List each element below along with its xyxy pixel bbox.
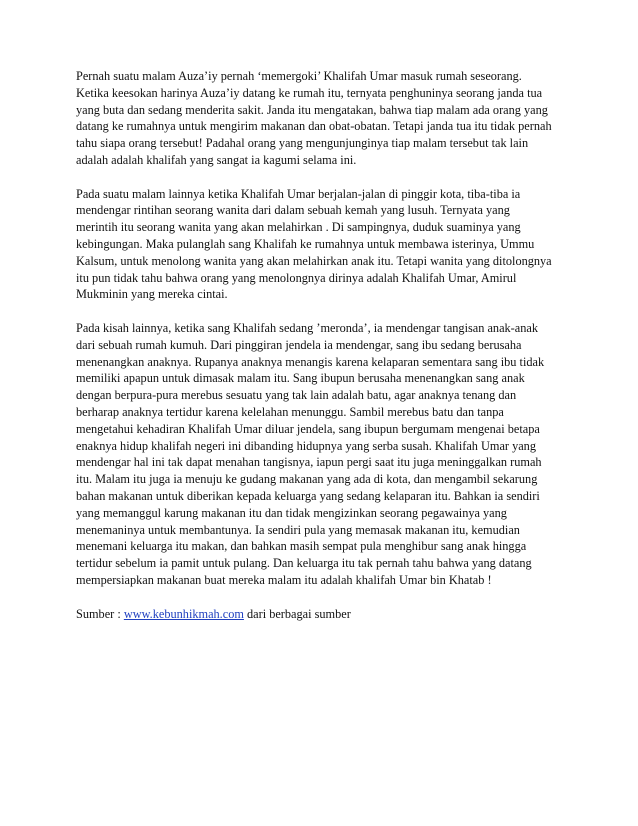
source-line	[76, 606, 566, 623]
paragraph-line: tertidur sebelum ia pamit untuk pulang. Dan keluarga itu tak pernah tahu bahwa yang datang	[76, 556, 532, 571]
source-link[interactable]: www.kebunhikmah.com	[123, 606, 244, 621]
source-prefix: Sumber :	[76, 606, 124, 621]
paragraph-line: Pada suatu malam lainnya ketika Khalifah Umar berjalan-jalan di pinggir kota, tiba-tiba ia	[76, 186, 521, 201]
paragraph-line: dengan berpura-pura merebus sesuatu yang tak lain adalah batu, agar anaknya tenang dan	[76, 388, 517, 403]
paragraph-line: adalah adalah khalifah yang sangat ia kagumi selama ini.	[76, 152, 357, 167]
paragraph-line: datang ke rumahnya untuk mengirim makanan dan obat-obatan. Tetapi janda tua itu tidak pernah	[76, 119, 552, 134]
paragraph-line: itu. Malam itu juga ia menuju ke gudang makanan yang ada di kota, dan mengambil sekarung	[76, 472, 538, 487]
paragraph-line: Pada kisah lainnya, ketika sang Khalifah sedang ’meronda’, ia mendengar tangisan anak-anak	[76, 320, 538, 335]
document-body	[76, 68, 566, 622]
paragraph-line: menemani keluarga itu makan, dan bahkan masih sempat pula menghibur sang anak hingga	[76, 539, 527, 554]
paragraph-line: bahan makanan untuk diberikan kepada keluarga yang sedang kelaparan itu. Bahkan ia sendiri	[76, 488, 540, 503]
paragraph-line: mengetahui kehadiran Khalifah Umar diluar jendela, sang ibupun bergumam mengenai betapa	[76, 421, 540, 436]
paragraph-line: yang memanggul karung makanan itu dan tidak mengizinkan seorang pegawainya yang	[76, 505, 507, 520]
paragraph-line: Kalsum, untuk menolong wanita yang akan melahirkan anak itu. Tetapi wanita yang ditolongnya	[76, 253, 552, 268]
paragraph-line: Ketika keesokan harinya Auza’iy datang ke rumah itu, ternyata penghuninya seorang janda tua	[76, 85, 543, 100]
source-suffix: dari berbagai sumber	[243, 606, 351, 621]
paragraph-line: dari sebuah rumah kumuh. Dari pinggiran jendela ia mendengar, sang ibu sedang berusaha	[76, 337, 522, 352]
paragraph-line: enaknya hidup khalifah negeri ini dibanding hidupnya yang serba susah. Khalifah Umar yang	[76, 438, 536, 453]
paragraph-1	[76, 68, 566, 169]
paragraph-line: tahu siapa orang tersebut! Padahal orang yang mengunjunginya tiap malam tersebut tak lain	[76, 136, 529, 151]
paragraph-line: menenangkan anaknya. Rupanya anaknya menangis karena kelaparan sementara sang ibu tidak	[76, 354, 545, 369]
paragraph-line: itu pun tidak tahu bahwa orang yang menolongnya dirinya adalah Khalifah Umar, Amirul	[76, 270, 517, 285]
paragraph-line: kebingungan. Maka pulanglah sang Khalifah ke rumahnya untuk membawa isterinya, Ummu	[76, 236, 535, 251]
paragraph-line: mendengar rintihan seorang wanita dari dalam sebuah kemah yang lusuh. Ternyata yang	[76, 203, 510, 218]
paragraph-line: mendengar hal ini tak dapat menahan tangisnya, iapun pergi saat itu juga meninggalkan rumah	[76, 455, 542, 470]
paragraph-line: menemaninya untuk membantunya. Ia sendiri pula yang memasak makanan itu, kemudian	[76, 522, 520, 537]
paragraph-line: Mukminin yang mereka cintai.	[76, 287, 228, 302]
paragraph-3	[76, 320, 566, 589]
paragraph-line: memiliki apapun untuk dimasak malam itu. Sang ibupun berusaha menenangkan sang anak	[76, 371, 525, 386]
paragraph-line: merintih itu seorang wanita yang akan melahirkan . Di sampingnya, duduk suaminya yang	[76, 220, 521, 235]
paragraph-line: mempersiapkan makanan buat mereka malam itu adalah khalifah Umar bin Khatab !	[76, 572, 492, 587]
paragraph-2	[76, 186, 566, 304]
paragraph-line: berharap anaknya tertidur karena kelelahan menunggu. Sambil merebus batu dan tanpa	[76, 404, 504, 419]
paragraph-line: yang buta dan sedang menderita sakit. Janda itu mengatakan, bahwa tiap malam ada orang yang	[76, 102, 548, 117]
paragraph-line: Pernah suatu malam Auza’iy pernah ‘memergoki’ Khalifah Umar masuk rumah seseorang.	[76, 69, 522, 83]
